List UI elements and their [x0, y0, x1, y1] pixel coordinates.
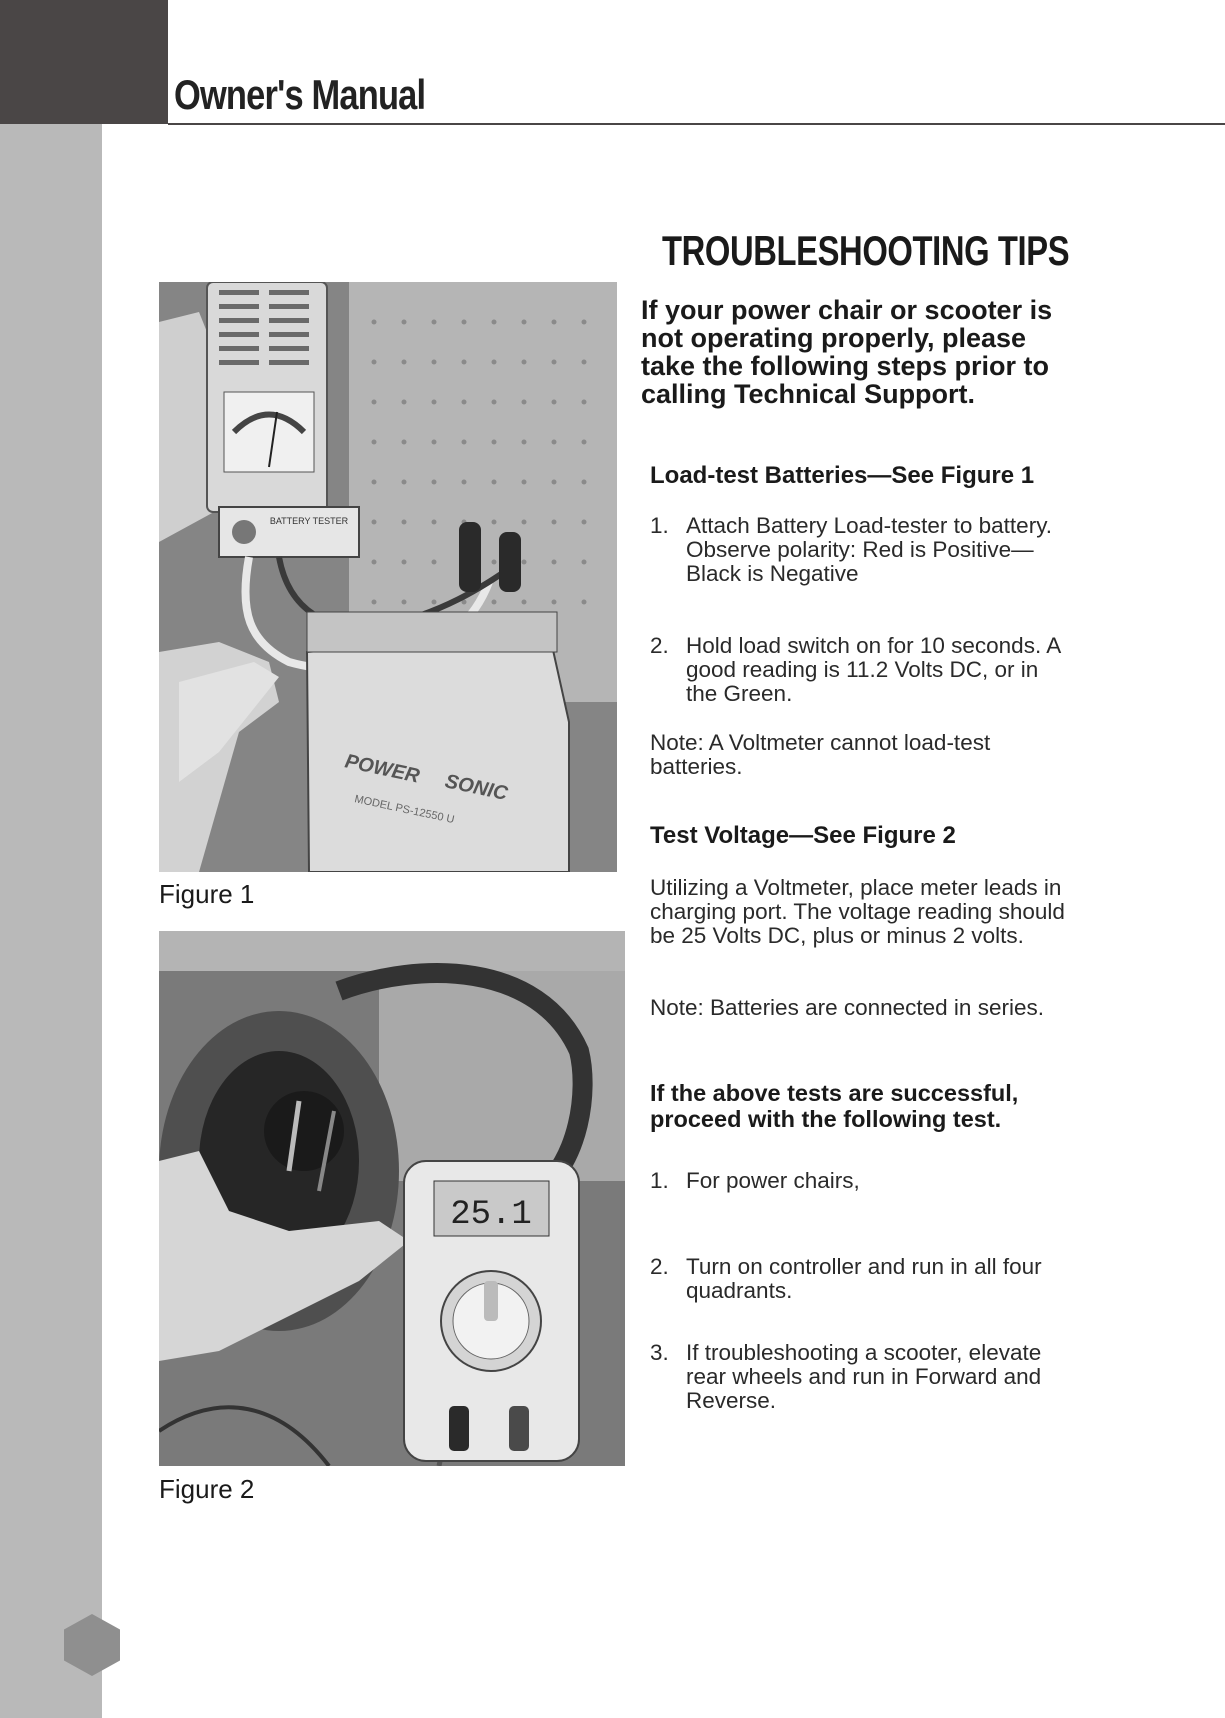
load-test-step-2	[650, 634, 1070, 706]
side-band	[0, 124, 102, 1718]
meter-reading: 25.1	[450, 1196, 532, 1234]
step-text: Turn on controller and run in all four quadrants.	[686, 1254, 1042, 1303]
section-title: TROUBLESHOOTING TIPS	[662, 227, 1070, 274]
header-dark-block	[0, 0, 168, 124]
step-text: If troubleshooting a scooter, elevate rear wheels and run in Forward and Reverse.	[686, 1340, 1042, 1413]
step-number: 1.	[650, 1168, 669, 1193]
load-test-note: Note: A Voltmeter cannot load-test batteries.	[650, 730, 991, 779]
step-text: Hold load switch on for 10 seconds. A good reading is 11.2 Volts DC, or in the Green.	[686, 633, 1060, 706]
load-test-step-1	[650, 514, 1070, 586]
follow-up-heading: If the above tests are successful, proceed with the following test.	[650, 1080, 1019, 1132]
figure-2-caption: Figure 2	[159, 1474, 255, 1504]
step-number: 2.	[650, 1254, 669, 1279]
step-number: 2.	[650, 633, 669, 658]
step-number: 1.	[650, 513, 669, 538]
follow-up-step-1	[650, 1169, 1070, 1193]
figure-1-caption: Figure 1	[159, 879, 255, 909]
load-test-heading: Load-test Batteries—See Figure 1	[650, 462, 1035, 489]
step-text-polarity: Observe polarity: Red is Positive—Black is Negative	[686, 537, 1034, 586]
step-text: For power chairs,	[686, 1168, 860, 1193]
header-rule	[168, 123, 1225, 125]
figure-2-illustration	[159, 931, 625, 1466]
battery-brand-label: POWER	[342, 750, 422, 788]
voltage-test-note: Note: Batteries are connected in series.	[650, 995, 1044, 1020]
follow-up-step-2	[650, 1255, 1070, 1303]
manual-title: Owner's Manual	[174, 71, 426, 118]
figure-2-photo	[159, 931, 625, 1466]
voltage-test-body: Utilizing a Voltmeter, place meter leads in charging port. The voltage reading should be 25 Volts DC, plus or minus 2 volts.	[650, 875, 1065, 948]
intro-text: If your power chair or scooter is not operating properly, please take the following steps prior to calling Technical Support.	[641, 295, 1053, 409]
tester-label: BATTERY TESTER	[269, 516, 349, 526]
voltage-test-heading: Test Voltage—See Figure 2	[650, 822, 956, 849]
step-number: 3.	[650, 1340, 669, 1365]
figure-1-illustration	[159, 282, 617, 872]
step-text: Attach Battery Load-tester to battery.	[686, 513, 1053, 538]
figure-1-photo	[159, 282, 617, 872]
battery-model-label: MODEL PS-12550 U	[353, 793, 456, 827]
battery-brand-label-2: SONIC	[442, 770, 510, 806]
follow-up-step-3	[650, 1341, 1070, 1413]
